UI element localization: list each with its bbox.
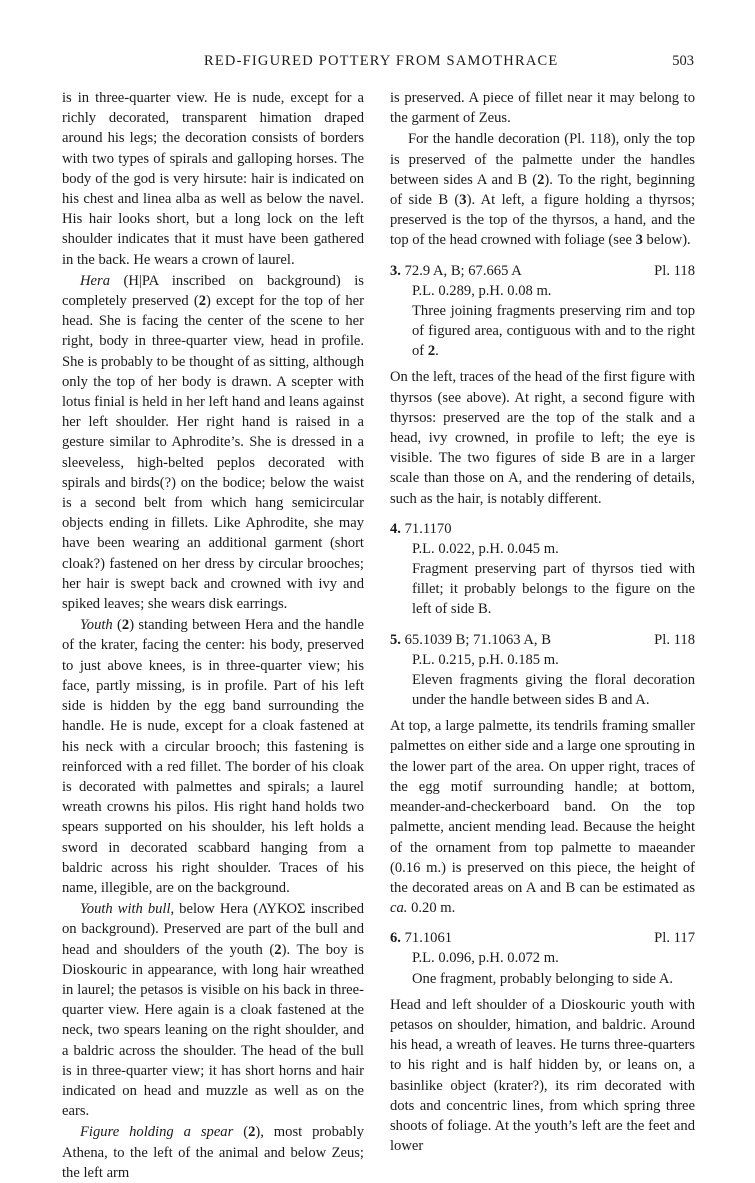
paragraph-handle-decoration: For the handle decoration (Pl. 118), only the top is preserved of the palmette under the handles between sides A and B (2). To the right, beginning of side B (3). At left, a figure holding a thyrsos; preserved is the top of the thyrsos, a hand, and the top of the head crowned with foliage (see 3 below). [390, 131, 695, 249]
entry-measurements: P.L. 0.215, p.H. 0.185 m. [412, 651, 559, 668]
entry-number: 5. [390, 631, 401, 648]
plate-reference: Pl. 118 [654, 631, 695, 648]
entry-body: At top, a large palmette, its tendrils framing smaller palmettes on either side and a large one sprouting in the lower part of the area. On upper right, traces of the egg motif surrounding handle; at bottom, meander-and-checkerboard band. On the top palmette, ancient mending lead. Because the height of the ornament from top palmette to maeander (0.16 m.) is preserved on this piece, the height of the decorated areas on A and B can be estimated as ca. 0.20 m. [390, 718, 695, 917]
inventory-number: 71.1061 [400, 930, 453, 947]
entry-description: Eleven fragments giving the floral decoration under the handle between sides B and A. [412, 671, 695, 709]
entry-measurements: P.L. 0.096, p.H. 0.072 m. [412, 950, 559, 967]
fragment-ref: 3 [459, 192, 467, 209]
inventory-number: 65.1039 B; 71.1063 A, B [400, 631, 551, 648]
figure-name-spear: Figure holding a spear [80, 1124, 234, 1141]
entry-measurements: P.L. 0.022, p.H. 0.045 m. [412, 540, 559, 557]
paragraph-hera: Hera (Η|ΡΑ inscribed on background) is completely preserved (2) except for the top of her head. She is facing the center of the scene to her right, body in three-quarter view, head in profile. She is probably to be thought of as sitting, although only the top of her body is drawn. A scepter with lotus finial is held in her left hand and leans against her left shoulder. Her right hand is raised in a gesture similar to Aphrodite’s. She is dressed in a sleeveless, high-belted peplos decorated with spirals and birds(?) on the bodice; below the waist is a second belt from which hang semicircular objects ending in fillets. Like Aphrodite, she may have been wearing an additional garment (short cloak?) fastened on her dress by circular brooches; her hair is swept back and crowned with ivy and spiked leaves; she wears disk earrings. [62, 272, 364, 613]
entry-description: Three joining fragments preserving rim and top of figured area, contiguous with and to the right of 2. [412, 302, 695, 360]
entry-number: 4. [390, 520, 401, 537]
plate-reference: Pl. 117 [654, 930, 695, 947]
figure-name-hera: Hera [80, 272, 110, 289]
entry-description: Fragment preserving part of thyrsos tied with fillet; it probably belongs to the figure on the left of side B. [412, 561, 695, 618]
fragment-ref: 2 [427, 343, 436, 360]
catalog-entry-heading [390, 928, 695, 948]
inventory-number: 72.9 A, B; 67.665 A [400, 262, 522, 279]
paragraph-youth-with-bull: Youth with bull, below Hera (ΛΥΚΟΣ inscribed on background). Preserved are part of the bull and head and shoulders of the youth (2). The boy is Dioskouric in appearance, with long hair wreathed in laurel; the petasos is visible on his back in three-quarter view. Here again is a cloak fastened at the neck, two spears leaning on the right shoulder, and a baldric across the shoulder. The head of the bull is in three-quarter view; it has short horns and hair indicated on head and muzzle as well as on the ears. [62, 901, 364, 1120]
entry-number: 3. [390, 262, 401, 279]
fragment-ref: 3 [635, 232, 643, 249]
fragment-ref: 2 [248, 1124, 256, 1141]
entry-description: One fragment, probably belonging to side A. [412, 970, 674, 987]
paragraph-youth: Youth (2) standing between Hera and the handle of the krater, facing the center: his body, preserved to just above knees, is in three-quarter view; his face, partly missing, is in profile. Part of his left side is hidden by the egg band surrounding the handle. He is nude, except for a cloak fastened at his neck with a circular brooch; this fastening is reinforced with a red fillet. The border of his cloak is decorated with palmettes and spirals; a laurel wreath crowns his pilos. His right hand holds two spears supported on his shoulder, his left holds a sword in decorated scabbard hanging from a baldric across his right shoulder. Traces of his name, illegible, are on the background. [62, 617, 364, 896]
running-title: RED-FIGURED POTTERY FROM SAMOTHRACE [204, 53, 559, 69]
figure-name-youth: Youth [80, 617, 113, 634]
figure-name-youth-with-bull: Youth with bull [80, 901, 171, 918]
paragraph-zeus-description: is in three-quarter view. He is nude, except for a richly decorated, transparent himation draped around his legs; the decoration consists of borders with two types of spirals and galloping horses. The body of the god is very hirsute: hair is indicated on his chest and linea alba as well as below the navel. His hair looks short, but a long lock on the left shoulder indicates that it must have been gathered in the back. He wears a crown of laurel. [62, 90, 364, 268]
right-column [390, 88, 695, 1156]
entry-body: On the left, traces of the head of the first figure with thyrsos (see above). At right, a second figure with thyrsos: preserved are the top of the stalk and a head, ivy crowned, in profile to left; the eye is visible. The two figures of side B are in a larger scale than those on A, and the rendering of details, such as the hair, is notably different. [390, 369, 695, 507]
catalog-entry-heading [390, 519, 695, 539]
entry-body: Head and left shoulder of a Dioskouric youth with petasos on shoulder, himation, and baldric. Around his head, a wreath of leaves. He turns three-quarters to his right and is half hidden by, or leans on, a basinlike object (krater?), its rim decorated with dots and concentric lines, from which spring three shoots of foliage. At the youth’s left are the feet and lower [390, 996, 695, 1155]
paragraph-figure-with-spear: Figure holding a spear (2), most probably Athena, to the left of the animal and below Zeus; the left arm [62, 1124, 364, 1181]
fragment-ref: 2 [121, 617, 130, 634]
entry-measurements: P.L. 0.289, p.H. 0.08 m. [412, 282, 552, 299]
paragraph-fillet: is preserved. A piece of fillet near it may belong to the garment of Zeus. [390, 90, 695, 127]
plate-reference: Pl. 118 [654, 262, 695, 279]
fragment-ref: 2 [274, 941, 282, 958]
catalog-entry-heading [390, 630, 695, 650]
entry-number: 6. [390, 930, 401, 947]
catalog-entry-heading [390, 261, 695, 281]
fragment-ref: 2 [537, 171, 545, 188]
left-column [62, 88, 364, 1183]
page-number: 503 [672, 53, 694, 69]
page-header [62, 53, 694, 75]
fragment-ref: 2 [198, 293, 206, 310]
inventory-number: 71.1170 [400, 520, 452, 537]
